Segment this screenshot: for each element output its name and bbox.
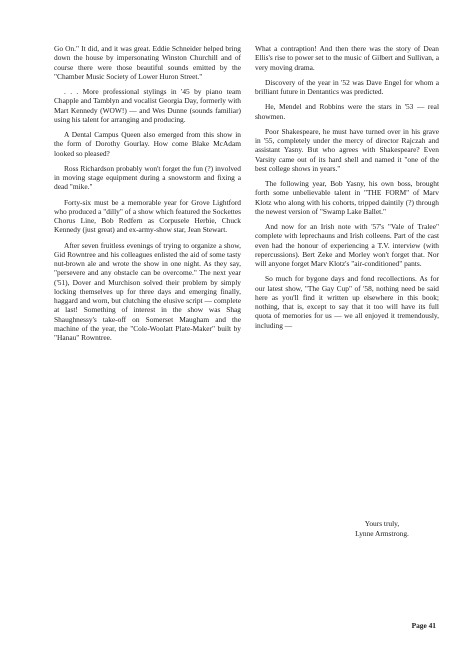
author-name: Lynne Armstrong.	[355, 528, 409, 538]
closing-line: Yours truly,	[364, 519, 400, 528]
paragraph: So much for bygone days and fond recollections. As for our latest show, "The Gay Cup" of '58, nothing need be said here as you'll find it written up elsewhere in this book; nothing, that is, except to say that it too will have its full quota of memories for us — we all enjoyed it tremendously, including —	[255, 274, 439, 330]
paragraph: Forty-six must be a memorable year for Grove Lightford who produced a "dilly" of a show which featured the Sockettes Chorus Line, Bob Redfern as Corpusele Herbie, Chuck Kennedy (just great) and ex-army-show star, Jean Stewart.	[54, 197, 241, 235]
paragraph: What a contraption! And then there was the story of Dean Ellis's rise to power set to the music of Gilbert and Sullivan, a very moving drama.	[255, 44, 439, 72]
right-column	[255, 44, 439, 336]
paragraph: The following year, Bob Yasny, his own boss, brought forth some unbelievable talent in "THE FORM" of Marv Klotz who along with his cohorts, tripped daintily (?) through the newest version of "Swamp Lake Ballet."	[255, 179, 439, 216]
paragraph: A Dental Campus Queen also emerged from this show in the form of Dorothy Gourlay. How come Blake McAdam looked so pleased?	[54, 130, 241, 158]
paragraph: Ross Richardson probably won't forget the fun (?) involved in moving stage equipment during a snowstorm and fixing a dead "mike."	[54, 163, 241, 192]
page-number: Page 41	[411, 621, 436, 630]
paragraph: And now for an Irish note with '57's "Vale of Tralee" complete with leprechauns and Irish colleens. Part of the cast even had the honour of experiencing a T.V. interview (with repercussions). Bert Zeke and Morley won't forget that. Nor will anyone forget Marv Klotz's "air-conditioned" pants.	[255, 222, 439, 268]
paragraph: After seven fruitless evenings of trying to organize a show, Gid Rowntree and his colleagues enlisted the aid of some tasty nut-brown ale and wrote the show in one night. As they say, "persevere and any obstacle can be overcome." The next year ('51), Dover and Murchison solved their problem by simply locking themselves up for three days and emerging finally, haggard and worn, but clutching the elusive script — complete at last! Something of interest in the show was Shag Shaughnessy's take-off on Somerset Maugham and the machine of the year, the "Cole-Woolatt Plate-Maker" built by "Hanau" Rowntree.	[54, 240, 241, 342]
left-column	[54, 44, 241, 348]
paragraph: He, Mendel and Robbins were the stars in '53 — real showmen.	[255, 102, 439, 121]
paragraph: Discovery of the year in '52 was Dave Engel for whom a brilliant future in Dentantics was predicted.	[255, 77, 439, 96]
paragraph: . . . More professional stylings in '45 by piano team Chapple and Tamblyn and vocalist Georgia Day, formerly with Mart Kennedy (WOW!) — and Wes Dunne (sounds familiar) using his talent for arranging and producing.	[54, 87, 241, 124]
paragraph: Poor Shakespeare, he must have turned over in his grave in '55, completely under the mercy of director Rajczah and assistant Yasny. But who agrees with Shakespeare? Even Varsity came out of its hard shell and named it "one of the best college shows in years."	[255, 126, 439, 173]
signoff	[255, 519, 439, 538]
paragraph: Go On." It did, and it was great. Eddie Schneider helped bring down the house by impersonating Winston Churchill and of course there were those beautiful sounds emitted by the "Chamber Music Society of Lower Huron Street."	[54, 44, 241, 81]
